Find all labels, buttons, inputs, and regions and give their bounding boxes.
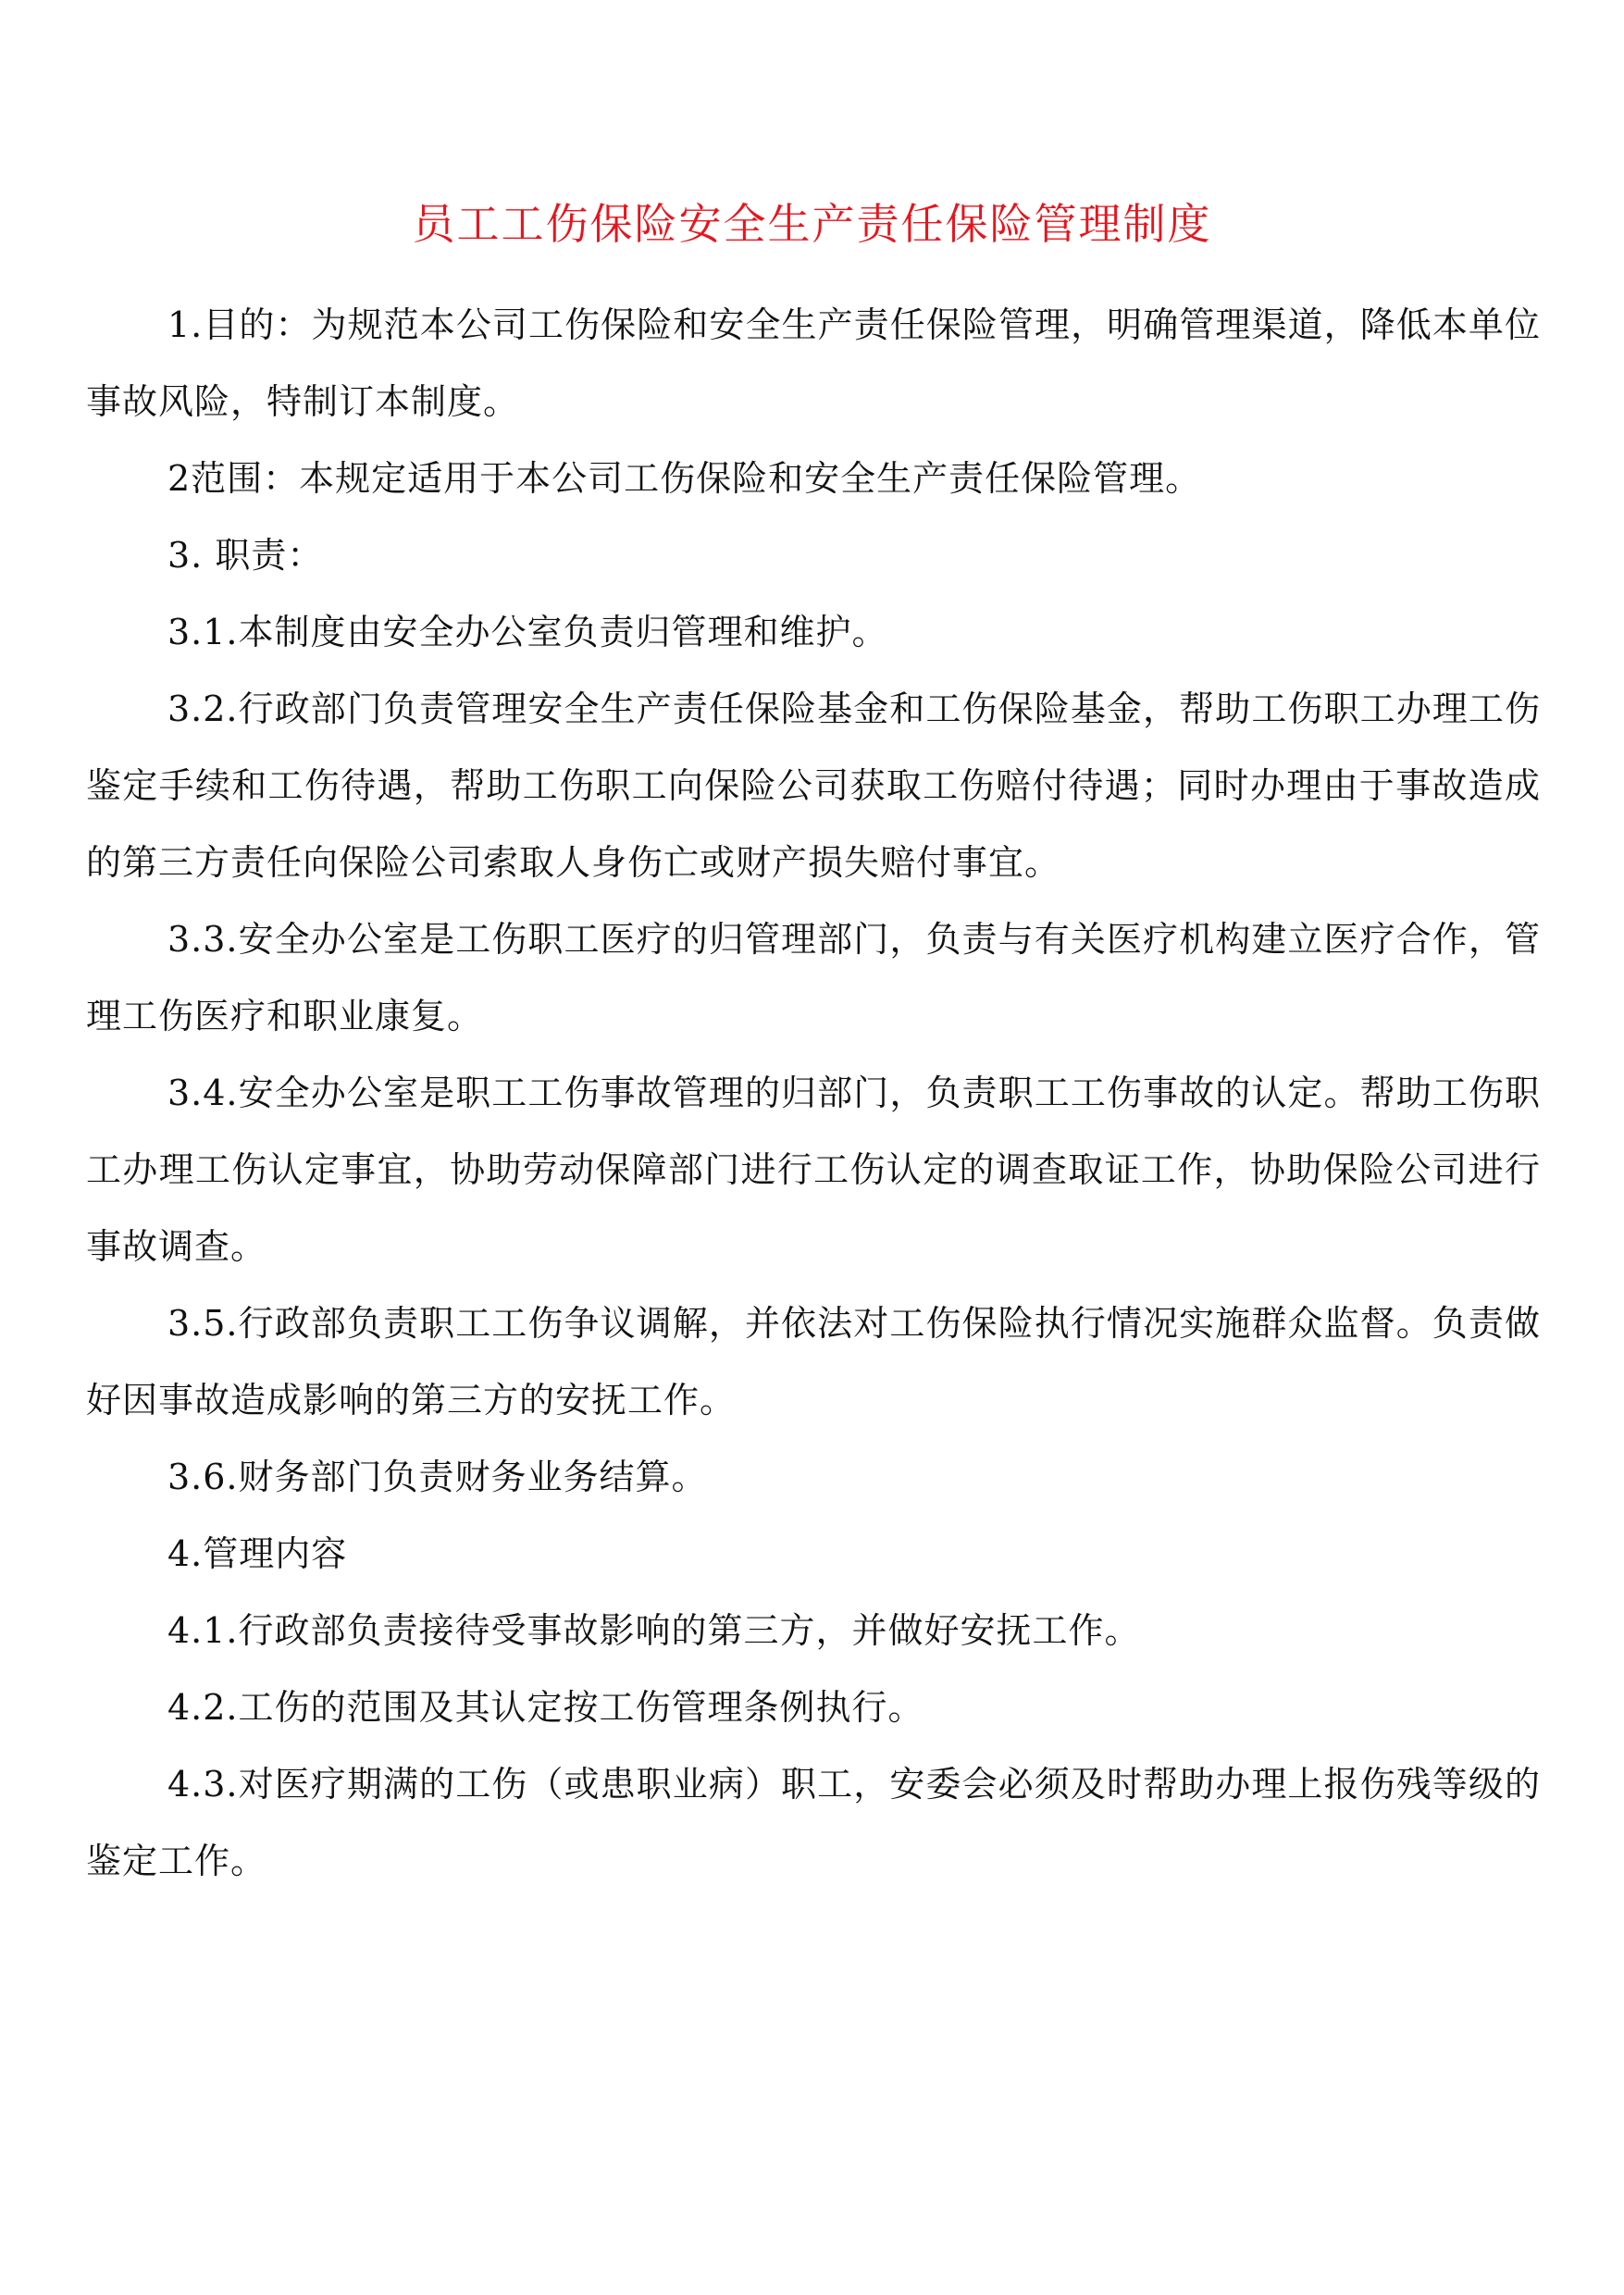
- paragraph-management-heading: 4.管理内容: [167, 1533, 348, 1574]
- paragraph-responsibilities-heading: 3. 职责：: [167, 535, 324, 576]
- paragraph-4-1: 4.1.行政部负责接待受事故影响的第三方，并做好安抚工作。: [167, 1610, 1141, 1651]
- paragraph-3-1: 3.1.本制度由安全办公室负责归管理和维护。: [167, 612, 888, 652]
- document-title: 员工工伤保险安全生产责任保险管理制度: [412, 199, 1212, 249]
- paragraph-4-2: 4.2.工伤的范围及其认定按工伤管理条例执行。: [167, 1687, 924, 1728]
- paragraph-3-4: 3.4.安全办公室是职工工伤事故管理的归部门，负责职工工伤事故的认定。帮助工伤职工办理工伤认定事宜，协助劳动保障部门进行工伤认定的调查取证工作，协助保险公司进行事故调查。: [86, 1073, 1541, 1267]
- paragraph-4-3: 4.3.对医疗期满的工伤（或患职业病）职工，安委会必须及时帮助办理上报伤残等级的鉴定工作。: [86, 1764, 1541, 1881]
- paragraph-3-5: 3.5.行政部负责职工工伤争议调解，并依法对工伤保险执行情况实施群众监督。负责做好因事故造成影响的第三方的安抚工作。: [86, 1303, 1541, 1420]
- document-body: [86, 287, 1541, 1900]
- paragraph-3-2: 3.2.行政部门负责管理安全生产责任保险基金和工伤保险基金，帮助工伤职工办理工伤鉴定手续和工伤待遇，帮助工伤职工向保险公司获取工伤赔付待遇；同时办理由于事故造成的第三方责任向保险公司索取人身伤亡或财产损失赔付事宜。: [86, 688, 1541, 883]
- paragraph-3-6: 3.6.财务部门负责财务业务结算。: [167, 1457, 708, 1497]
- paragraph-purpose: 1.目的：为规范本公司工伤保险和安全生产责任保险管理，明确管理渠道，降低本单位事故风险，特制订本制度。: [86, 304, 1541, 422]
- paragraph-scope: 2范围：本规定适用于本公司工伤保险和安全生产责任保险管理。: [167, 458, 1202, 499]
- paragraph-3-3: 3.3.安全办公室是工伤职工医疗的归管理部门，负责与有关医疗机构建立医疗合作，管理工伤医疗和职业康复。: [86, 919, 1541, 1036]
